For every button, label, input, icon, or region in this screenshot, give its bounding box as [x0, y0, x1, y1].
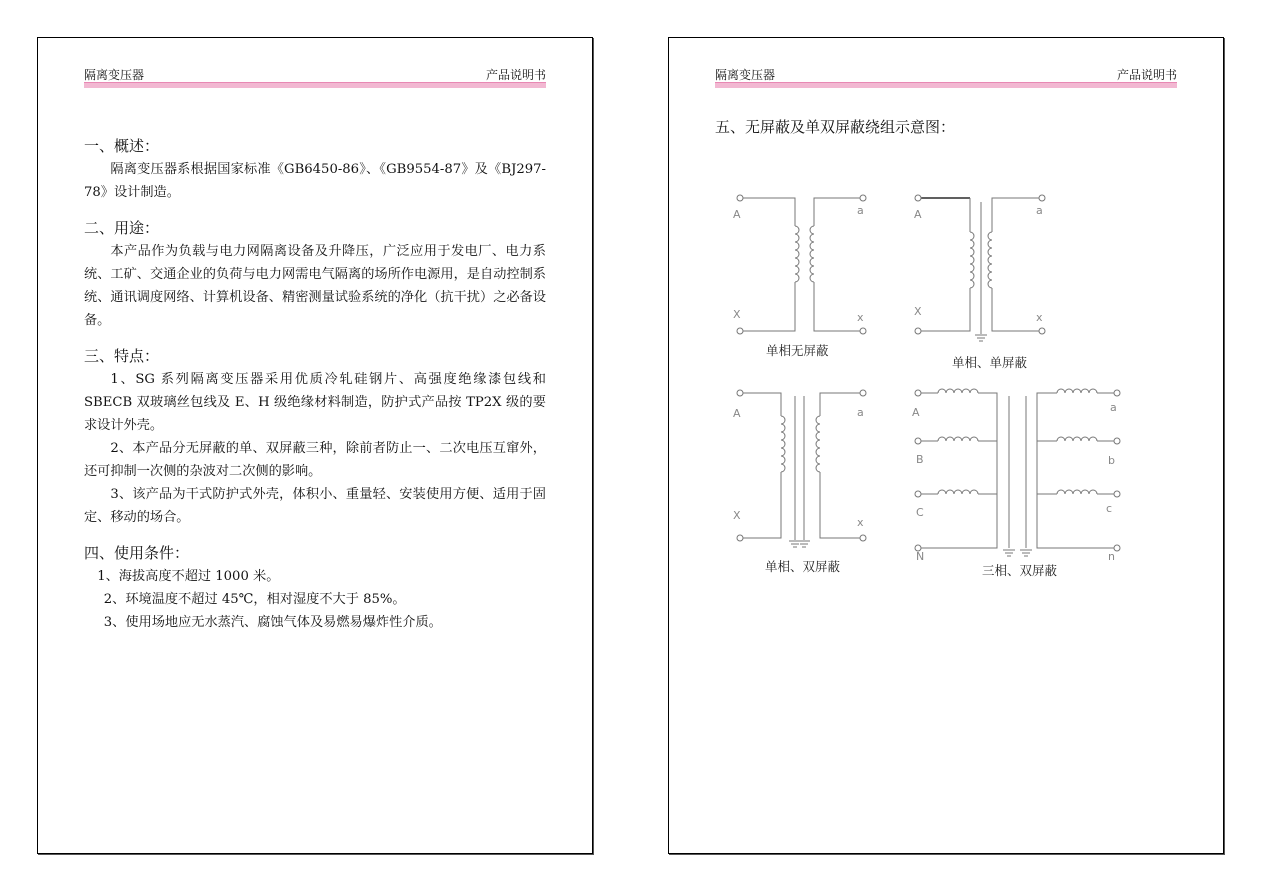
feature-item-2: 2、本产品分无屏蔽的单、双屏蔽三种，除前者防止一、二次电压互窜外，还可抑制一次侧的杂波对二次侧的影响。 [84, 441, 546, 479]
diagram-caption: 单相、单屏蔽 [952, 355, 1028, 370]
diagram-three-phase-double-shield [912, 389, 1120, 578]
header-doc-type: 产品说明书 [1116, 68, 1177, 82]
section-usage-heading: 二、用途： [84, 219, 160, 237]
left-page-body [84, 134, 546, 634]
diagram-single-phase-single-shield [914, 195, 1045, 370]
diagram-caption: 单相无屏蔽 [766, 343, 829, 358]
terminal-label: X [733, 509, 741, 522]
manual-page-left [37, 37, 593, 854]
terminal-label: x [1036, 311, 1043, 324]
terminal-label: c [1106, 502, 1113, 515]
header-product-name: 隔离变压器 [715, 68, 776, 82]
terminal-label: C [916, 506, 924, 519]
section-usage-text: 本产品作为负载与电力网隔离设备及升降压，广泛应用于发电厂、电力系统、工矿、交通企业的负荷与电力网需电气隔离的场所作电源用，是自动控制系统、通讯调度网络、计算机设备、精密测量试验系统的净化（抗干扰）之必备设备。 [84, 244, 546, 328]
terminal-label: A [914, 208, 922, 221]
condition-item-1: 1、海拔高度不超过 1000 米。 [97, 569, 280, 584]
diagram-single-phase-double-shield [733, 390, 866, 574]
terminal-label: A [733, 208, 741, 221]
terminal-label: A [912, 406, 920, 419]
terminal-label: x [857, 516, 864, 529]
section-conditions-heading: 四、使用条件： [84, 544, 190, 562]
terminal-label: A [733, 407, 741, 420]
feature-item-1: 1、SG 系列隔离变压器采用优质冷轧硅钢片、高强度绝缘漆包线和 SBECB 双玻璃丝包线及 E、H 级绝缘材料制造，防护式产品按 TP2X 级的要求设计外壳。 [84, 372, 546, 433]
terminal-label: B [916, 453, 924, 466]
terminal-label: X [914, 305, 922, 318]
terminal-label: x [857, 311, 864, 324]
terminal-label: N [916, 550, 925, 563]
header-product-name: 隔离变压器 [84, 68, 145, 82]
header-rule [84, 82, 546, 88]
diagram-single-phase-unshielded [733, 195, 866, 358]
header-doc-type: 产品说明书 [485, 68, 546, 82]
terminal-label: a [1036, 204, 1043, 217]
condition-item-2: 2、环境温度不超过 45℃，相对湿度不大于 85%。 [103, 592, 406, 607]
diagram-caption: 单相、双屏蔽 [765, 559, 841, 574]
terminal-label: X [733, 308, 741, 321]
section-overview-text: 隔离变压器系根据国家标准《GB6450-86》、《GB9554-87》及《BJ297-78》设计制造。 [84, 162, 546, 200]
terminal-label: a [857, 406, 864, 419]
feature-item-3: 3、该产品为干式防护式外壳，体积小、重量轻、安装使用方便、适用于固定、移动的场合。 [84, 487, 546, 525]
section-diagrams-heading: 五、无屏蔽及单双屏蔽绕组示意图： [715, 118, 956, 136]
terminal-label: a [857, 204, 864, 217]
section-features-heading: 三、特点： [84, 347, 160, 365]
terminal-label: n [1108, 550, 1115, 563]
terminal-label: b [1108, 454, 1115, 467]
condition-item-3: 3、使用场地应无水蒸汽、腐蚀气体及易燃易爆炸性介质。 [103, 615, 442, 630]
manual-page-right [668, 37, 1224, 854]
section-overview-heading: 一、概述： [84, 137, 160, 155]
diagram-caption: 三相、双屏蔽 [982, 563, 1058, 578]
terminal-label: a [1110, 401, 1117, 414]
winding-diagrams [669, 38, 1225, 855]
